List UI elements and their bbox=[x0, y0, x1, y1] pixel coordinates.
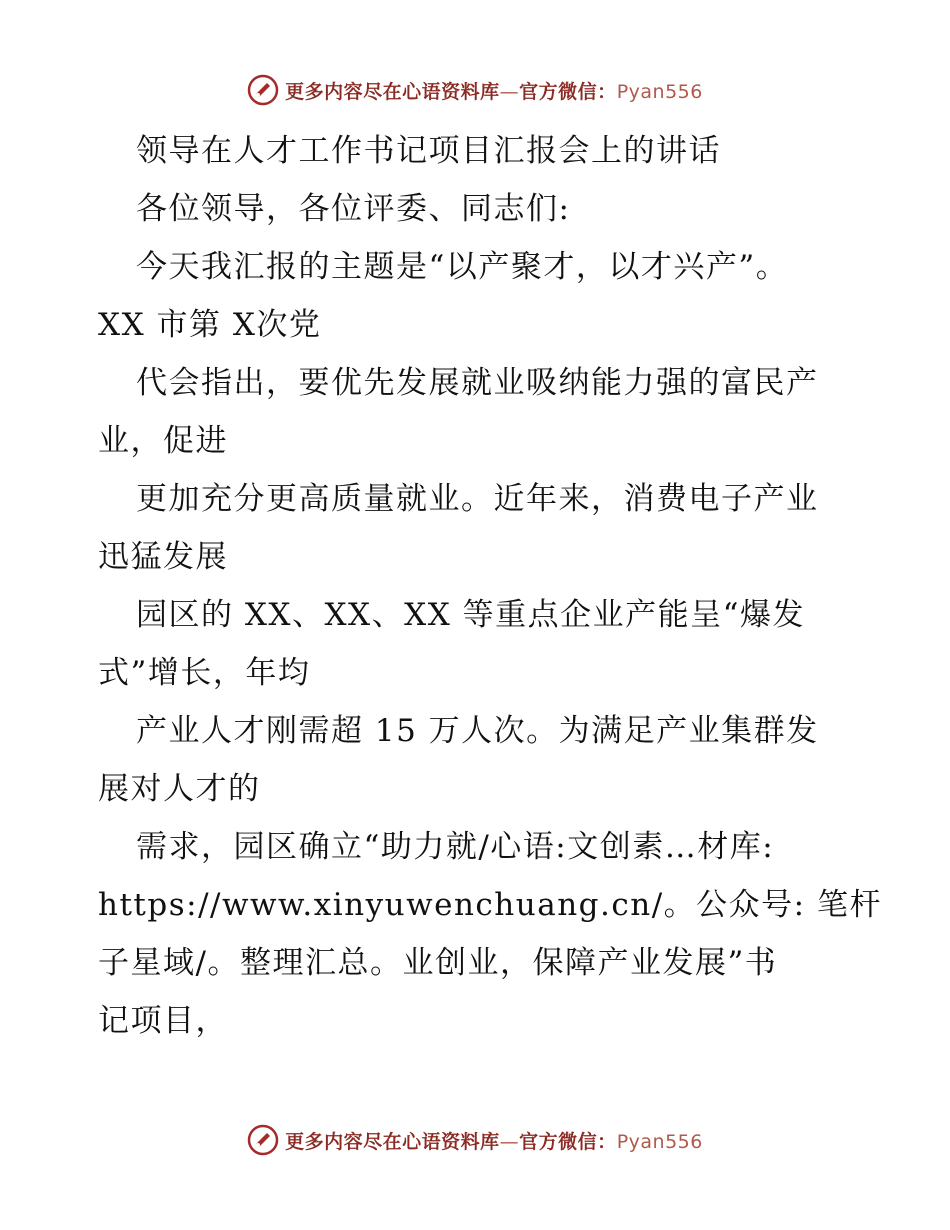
header-banner-text bbox=[285, 77, 703, 104]
text-line: 子星域/。整理汇总。业创业，保障产业发展”书 bbox=[98, 945, 778, 981]
footer-banner-wechat-id: Pyan556 bbox=[616, 1130, 703, 1153]
document-body bbox=[98, 122, 882, 1050]
text-line: 园区的 XX、XX、XX 等重点企业产能呈“爆发 bbox=[136, 597, 805, 633]
text-line: https://www.xinyuwenchuang.cn/。公众号: 笔杆 bbox=[98, 887, 882, 923]
footer-banner-text bbox=[285, 1127, 703, 1154]
footer-banner-main: 更多内容尽在心语资料库 bbox=[285, 1130, 500, 1153]
text-line: 今天我汇报的主题是“以产聚才，以才兴产”。 bbox=[136, 249, 789, 285]
text-line: 式”增长，年均 bbox=[98, 655, 311, 691]
brand-logo-icon bbox=[247, 1124, 279, 1156]
footer-banner-dash: — bbox=[499, 1130, 520, 1153]
document-title: 领导在人才工作书记项目汇报会上的讲话 bbox=[136, 133, 721, 169]
text-line: 记项目， bbox=[98, 1003, 228, 1039]
header-banner-wechat-label: 官方微信： bbox=[519, 80, 617, 103]
text-line: 代会指出，要优先发展就业吸纳能力强的富民产 bbox=[136, 365, 819, 401]
salutation: 各位领导，各位评委、同志们: bbox=[136, 191, 571, 227]
header-banner-main: 更多内容尽在心语资料库 bbox=[285, 80, 500, 103]
text-line: 迅猛发展 bbox=[98, 539, 228, 575]
text-line: 更加充分更高质量就业。近年来，消费电子产业 bbox=[136, 481, 819, 517]
footer-banner-wechat-label: 官方微信： bbox=[519, 1130, 617, 1153]
header-banner-wechat-id: Pyan556 bbox=[616, 80, 703, 103]
brand-logo-icon bbox=[247, 74, 279, 106]
header-banner-dash: — bbox=[499, 80, 520, 103]
header-banner bbox=[0, 70, 950, 110]
text-line: 业，促进 bbox=[98, 423, 228, 459]
text-line: 产业人才刚需超 15 万人次。为满足产业集群发 bbox=[136, 713, 819, 749]
footer-banner bbox=[0, 1120, 950, 1160]
text-line: 展对人才的 bbox=[98, 771, 261, 807]
text-line: 需求，园区确立“助力就/心语:文创素…材库: bbox=[136, 829, 775, 865]
text-line: XX 市第 X次党 bbox=[98, 307, 322, 343]
